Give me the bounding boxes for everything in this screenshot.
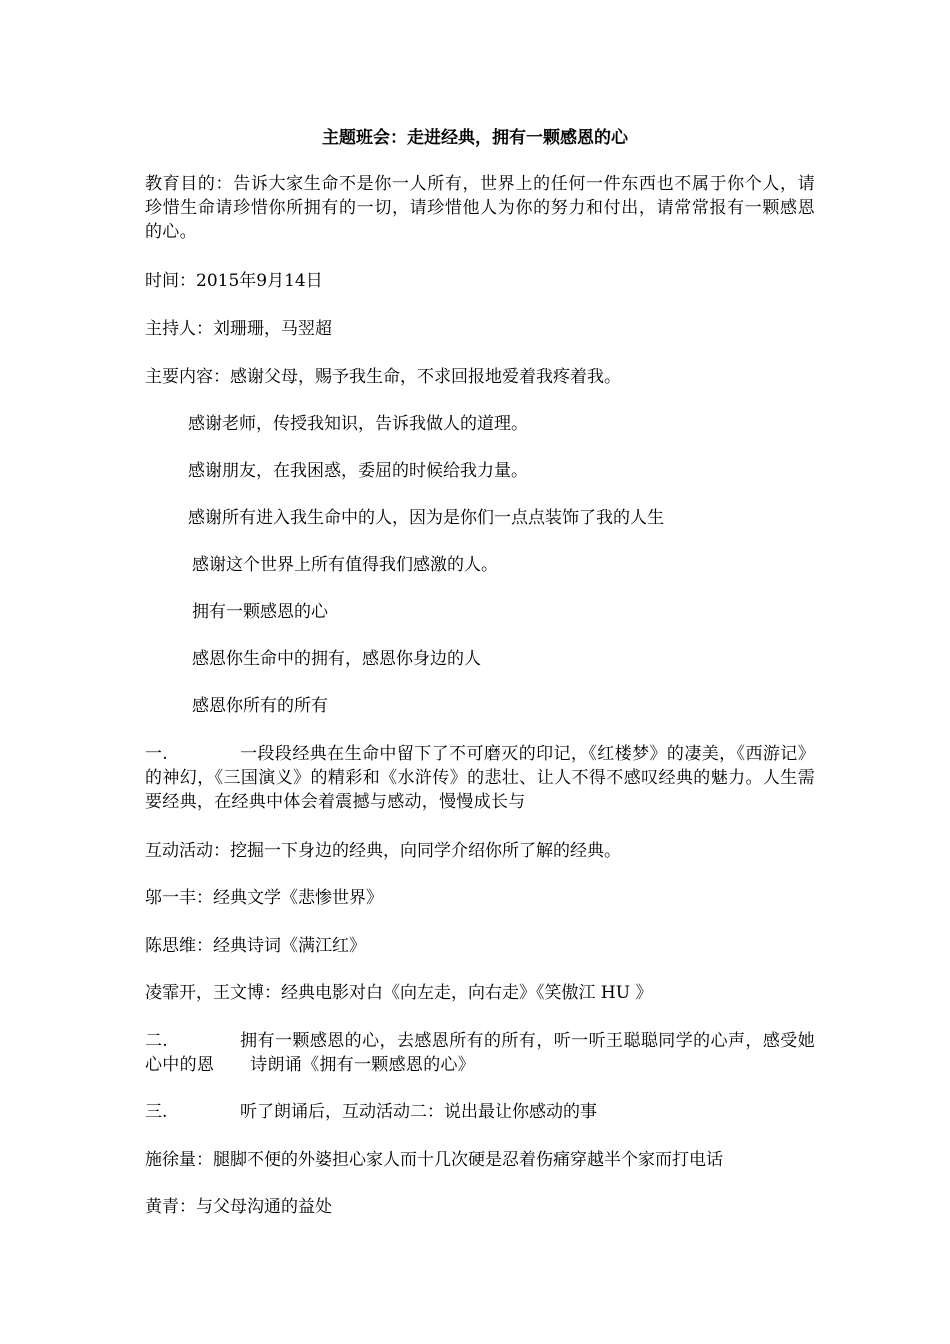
section-one-text: 一段段经典在生命中留下了不可磨灭的印记，《红楼梦》的凄美，《西游记》的神幻，《三国演义》的精彩和《水浒传》的悲壮、让人不得不感叹经典的魅力。人生需要经典，在经典中体会着震撼与感动，慢慢成长与 bbox=[145, 744, 815, 812]
section-two bbox=[145, 1029, 815, 1077]
section-one-number: 一. bbox=[145, 744, 169, 764]
education-purpose: 教育目的：告诉大家生命不是你一人所有，世界上的任何一件东西也不属于你个人，请珍惜生命请珍惜你所拥有的一切，请珍惜他人为你的努力和付出，请常常报有一颗感恩的心。 bbox=[145, 174, 815, 242]
thanks-everyone: 感谢所有进入我生命中的人，因为是你们一点点装饰了我的人生 bbox=[188, 508, 664, 528]
classic-item-3: 凌霏开，王文博：经典电影对白《向左走，向右走》《笑傲江 HU 》 bbox=[145, 983, 653, 1003]
time-line: 时间：2015年9月14日 bbox=[145, 271, 323, 291]
section-three-number: 三. bbox=[145, 1102, 168, 1122]
thanks-teacher: 感谢老师，传授我知识，告诉我做人的道理。 bbox=[188, 414, 528, 434]
section-three-text: 听了朗诵后，互动活动二：说出最让你感动的事 bbox=[240, 1102, 597, 1122]
activity-one: 互动活动：挖掘一下身边的经典，向同学介绍你所了解的经典。 bbox=[145, 841, 621, 861]
grateful-heart-line: 拥有一颗感恩的心 bbox=[192, 602, 328, 622]
thanks-world: 感谢这个世界上所有值得我们感激的人。 bbox=[192, 555, 498, 575]
main-content-line: 主要内容：感谢父母，赐予我生命，不求回报地爱着我疼着我。 bbox=[145, 367, 621, 387]
section-two-number: 二. bbox=[145, 1031, 169, 1051]
section-three bbox=[145, 1100, 815, 1124]
moving-story-2: 黄青：与父母沟通的益处 bbox=[145, 1197, 332, 1217]
section-one bbox=[145, 742, 815, 814]
grateful-possessions-line: 感恩你生命中的拥有，感恩你身边的人 bbox=[192, 649, 481, 669]
section-two-text: 拥有一颗感恩的心，去感恩所有的所有，听一听王聪聪同学的心声，感受她心中的恩 bbox=[145, 1031, 815, 1075]
classic-item-2: 陈思维：经典诗词《满江红》 bbox=[145, 936, 366, 956]
section-two-tail: 诗朗诵《拥有一颗感恩的心》 bbox=[250, 1055, 476, 1075]
classic-item-1: 邬一丰：经典文学《悲惨世界》 bbox=[145, 888, 383, 908]
document-title: 主题班会：走进经典，拥有一颗感恩的心 bbox=[322, 128, 628, 148]
thanks-friends: 感谢朋友，在我困惑，委屈的时候给我力量。 bbox=[188, 461, 528, 481]
hosts-line: 主持人：刘珊珊，马翌超 bbox=[145, 319, 332, 339]
grateful-all-line: 感恩你所有的所有 bbox=[192, 696, 328, 716]
moving-story-1: 施徐量：腿脚不便的外婆担心家人而十几次硬是忍着伤痛穿越半个家而打电话 bbox=[145, 1150, 723, 1170]
